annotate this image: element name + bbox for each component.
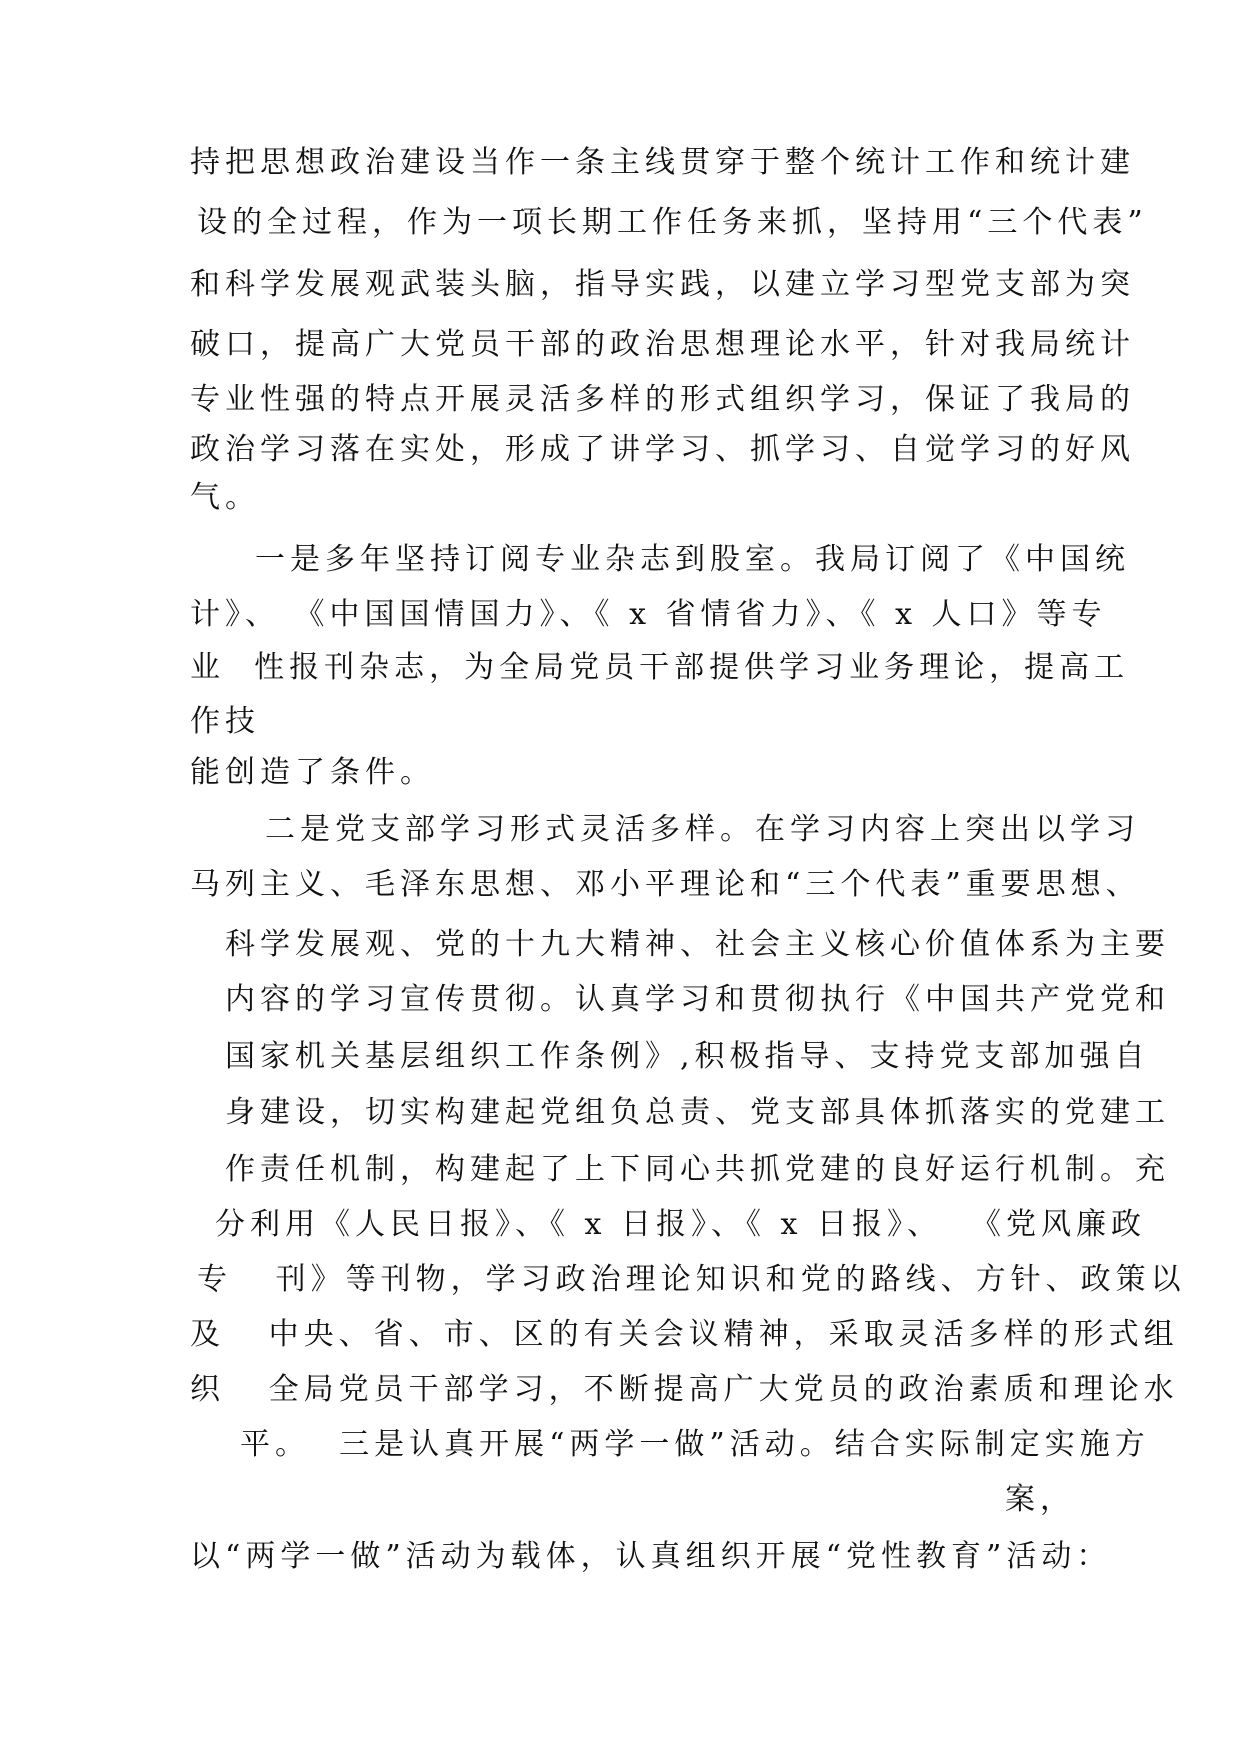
text-line: 织 全局党员干部学习，不断提高广大党员的政治素质和理论水 bbox=[190, 1372, 1179, 1407]
text-line: 一是多年坚持订阅专业杂志到股室。我局订阅了《中国统 bbox=[255, 542, 1130, 577]
text-line: 及 中央、省、市、区的有关会议精神，采取灵活多样的形式组 bbox=[190, 1317, 1179, 1352]
text-line: 计》、 《中国国情国力》、《 x 省情省力》、《 x 人口》等专 bbox=[190, 597, 1107, 632]
text-line: 持把思想政治建设当作一条主线贯穿于整个统计工作和统计建 bbox=[190, 145, 1135, 180]
text-line: 以“两学一做”活动为载体，认真组织开展“党性教育”活动： bbox=[190, 1539, 1112, 1574]
text-line: 专 刊》等刊物，学习政治理论知识和党的路线、方针、政策以 bbox=[197, 1262, 1186, 1297]
text-line: 马列主义、毛泽东思想、邓小平理论和“三个代表”重要思想、 bbox=[190, 867, 1141, 902]
text-line: 平。 三是认真开展“两学一做”活动。结合实际制定实施方 bbox=[240, 1427, 1150, 1462]
text-line: 气。 bbox=[190, 480, 260, 515]
text-line: 科学发展观、党的十九大精神、社会主义核心价值体系为主要 bbox=[225, 927, 1170, 962]
text-line: 设的全过程，作为一项长期工作任务来抓，坚持用“三个代表” bbox=[197, 205, 1148, 240]
text-line: 破口，提高广大党员干部的政治思想理论水平，针对我局统计 bbox=[190, 327, 1135, 362]
text-line: 作责任机制，构建起了上下同心共抓党建的良好运行机制。充 bbox=[225, 1152, 1170, 1187]
text-line: 和科学发展观武装头脑，指导实践，以建立学习型党支部为突 bbox=[190, 267, 1135, 302]
text-line: 案， bbox=[1005, 1482, 1075, 1517]
text-line: 内容的学习宣传贯彻。认真学习和贯彻执行《中国共产党党和 bbox=[225, 982, 1170, 1017]
text-line: 政治学习落在实处，形成了讲学习、抓学习、自觉学习的好风 bbox=[190, 432, 1135, 467]
text-line: 身建设，切实构建起党组负总责、党支部具体抓落实的党建工 bbox=[225, 1095, 1170, 1130]
text-line: 能创造了条件。 bbox=[190, 755, 435, 790]
text-line: 作技 bbox=[190, 704, 260, 739]
text-line: 二是党支部学习形式灵活多样。在学习内容上突出以学习 bbox=[265, 812, 1140, 847]
text-line: 专业性强的特点开展灵活多样的形式组织学习，保证了我局的 bbox=[190, 382, 1135, 417]
text-line: 国家机关基层组织工作条例》,积极指导、支持党支部加强自 bbox=[225, 1039, 1150, 1074]
text-line: 业 性报刊杂志，为全局党员干部提供学习业务理论，提高工 bbox=[190, 650, 1130, 685]
text-line: 分利用《人民日报》、《 x 日报》、《 x 日报》、 《党风廉政 bbox=[215, 1207, 1147, 1242]
